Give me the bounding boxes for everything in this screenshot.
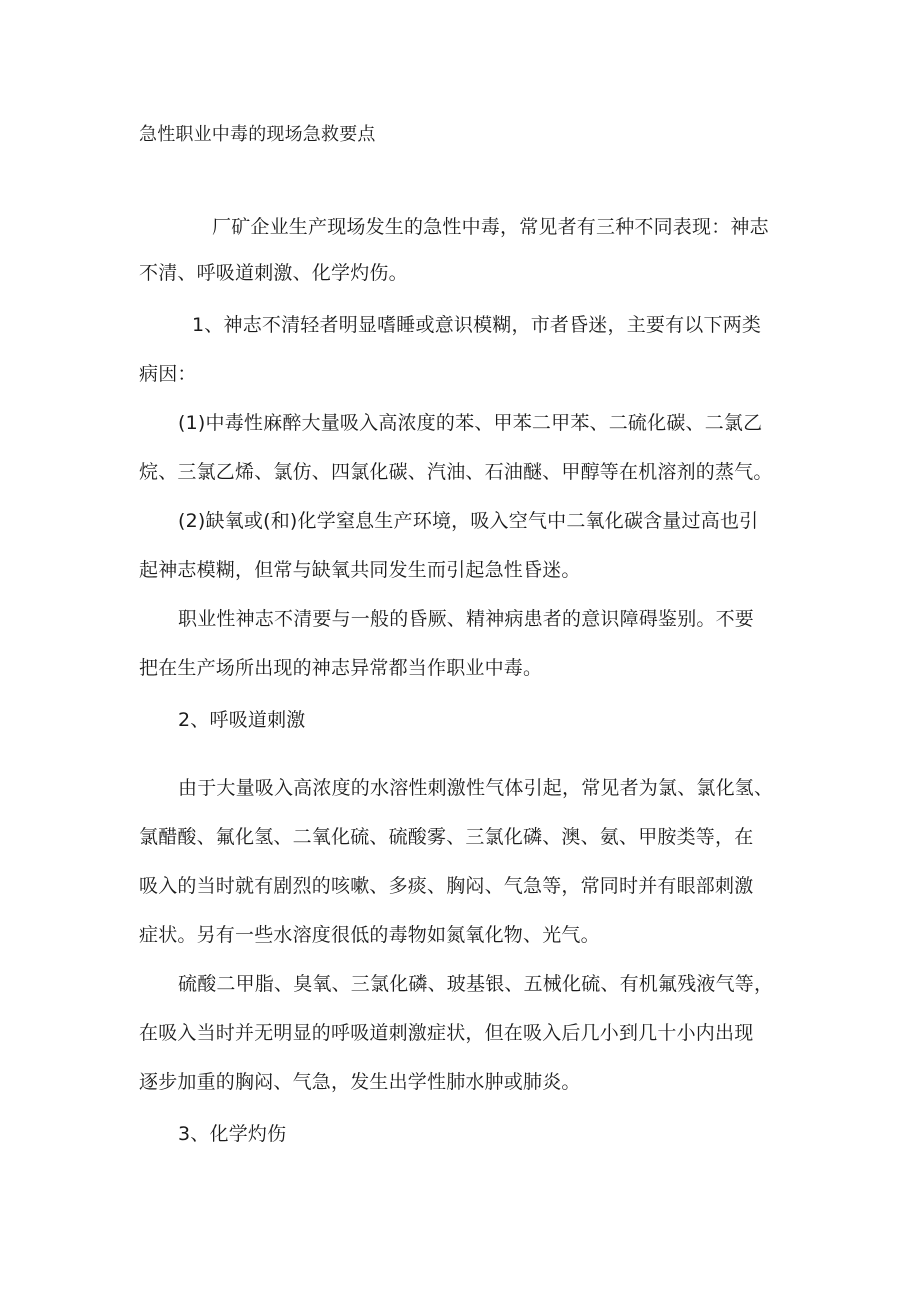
- section2-para1-line-2: 氯醋酸、氟化氢、二氧化硫、硫酸雾、三氯化磷、澳、氨、甲胺类等，在: [139, 826, 754, 848]
- section1-heading-line-2: 病因：: [139, 363, 197, 385]
- section1-note-line-1: 职业性神志不清要与一般的昏厥、精神病患者的意识障碍鉴别。不要: [178, 608, 755, 630]
- section2-para2-line-2: 在吸入当时并无明显的呼吸道刺激症状，但在吸入后几小到几十小内出现: [139, 1022, 754, 1044]
- section1-note-line-2: 把在生产场所出现的神志异常都当作职业中毒。: [139, 657, 543, 679]
- section1-item1-line-1: (1)中毒性麻醉大量吸入高浓度的苯、甲苯二甲苯、二硫化碳、二氯乙: [178, 412, 763, 434]
- document-title: 急性职业中毒的现场急救要点: [139, 124, 376, 145]
- section3-heading: 3、化学灼伤: [178, 1123, 287, 1145]
- section2-heading: 2、呼吸道刺激: [178, 709, 306, 731]
- intro-line-1: 厂矿企业生产现场发生的急性中毒，常见者有三种不同表现：神志: [212, 216, 769, 238]
- section1-item2-line-2: 起神志模糊，但常与缺氧共同发生而引起急性昏迷。: [139, 559, 581, 581]
- section1-item2-line-1: (2)缺氧或(和)化学窒息生产环境，吸入空气中二氧化碳含量过高也引: [178, 510, 759, 532]
- section2-para2-line-3: 逐步加重的胸闷、气急，发生出学性肺水肿或肺炎。: [139, 1071, 581, 1093]
- section1-item1-line-2: 烷、三氯乙烯、氯仿、四氯化碳、汽油、石油醚、甲醇等在机溶剂的蒸气。: [139, 461, 773, 483]
- section2-para1-line-1: 由于大量吸入高浓度的水溶性刺激性气体引起，常见者为氯、氯化氢、: [178, 777, 774, 799]
- section1-heading-line-1: 1、神志不清轻者明显嗜睡或意识模糊，市者昏迷，主要有以下两类: [192, 314, 762, 336]
- intro-line-2: 不清、呼吸道刺激、化学灼伤。: [139, 262, 408, 284]
- section2-para1-line-4: 症状。另有一些水溶度很低的毒物如氮氧化物、光气。: [139, 924, 600, 946]
- section2-para2-line-1: 硫酸二甲脂、臭氧、三氯化磷、玻基银、五械化硫、有机氟残液气等，: [178, 973, 774, 995]
- section2-para1-line-3: 吸入的当时就有剧烈的咳嗽、多痰、胸闷、气急等，常同时并有眼部刺激: [139, 875, 754, 897]
